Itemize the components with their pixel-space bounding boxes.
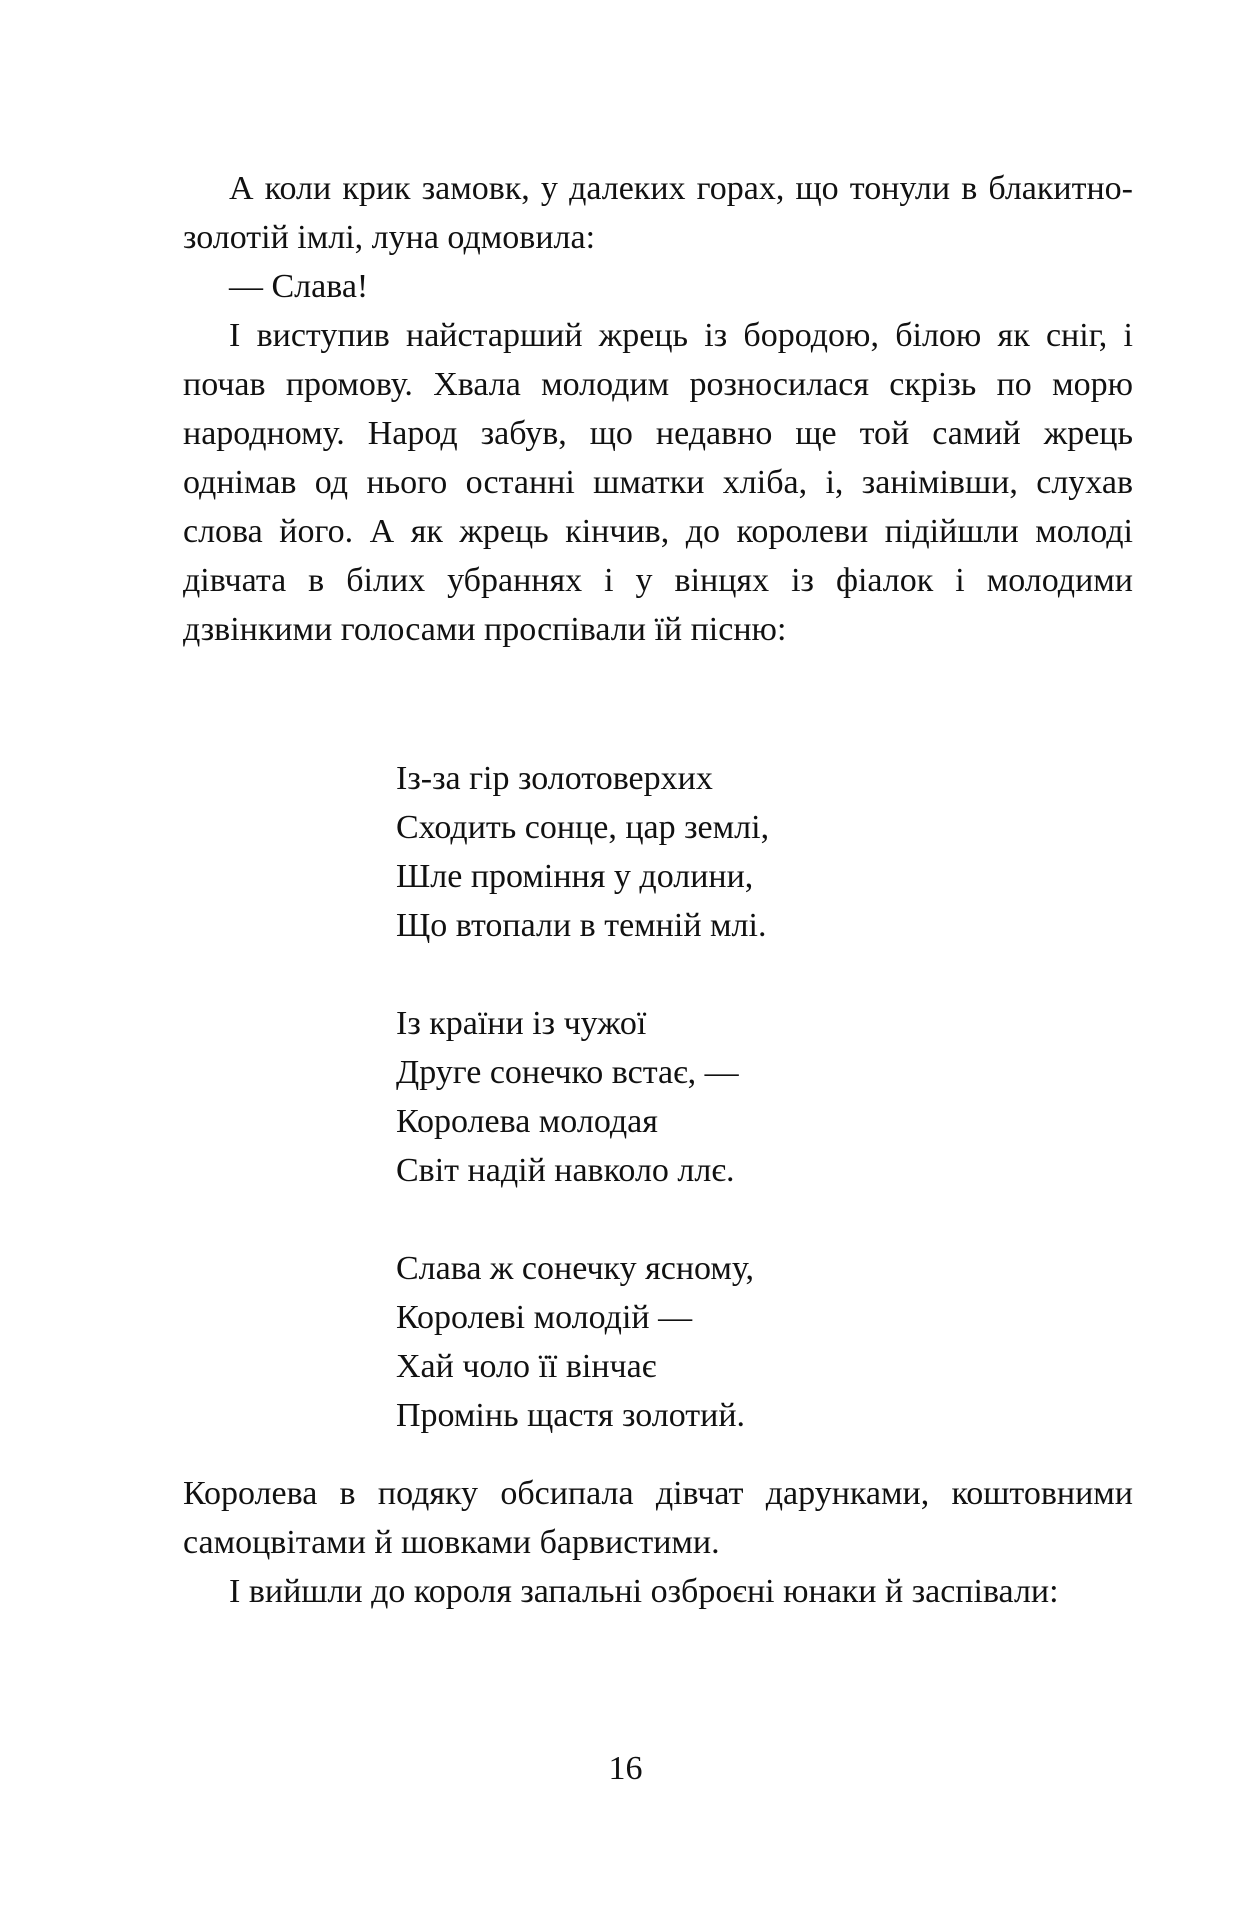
- poem-stanza: [396, 1244, 1096, 1440]
- poem-stanza: [396, 754, 1096, 950]
- paragraph: І вийшли до короля запальні озброєні юнаки й заспівали:: [229, 1573, 1059, 1610]
- paragraph: Королева в подяку обсипала дівчат дарунками, коштовними самоцвітами й шовками барвистими.: [183, 1475, 1133, 1561]
- poem-line: Шле проміння у долини,: [396, 858, 754, 895]
- poem-line: Сходить сонце, цар землі,: [396, 809, 770, 846]
- poem: [396, 754, 1096, 1440]
- poem-line: Слава ж сонечку ясному,: [396, 1250, 754, 1287]
- poem-line: Що втопали в темній млі.: [396, 907, 767, 944]
- poem-stanza: [396, 999, 1096, 1195]
- paragraph: — Слава!: [229, 268, 369, 305]
- poem-line: Із-за гір золотоверхих: [396, 760, 713, 797]
- poem-line: Друге сонечко встає, —: [396, 1054, 739, 1091]
- poem-line: Королеві молодій —: [396, 1299, 693, 1336]
- prose-block-bottom: [183, 1469, 1133, 1616]
- paragraph: І виступив найстарший жрець із бородою, білою як сніг, і почав промову. Хвала молодим розносилася скрізь по морю народному. Народ забув, що недавно ще той самий жрець однімав од нього останні шматки хліба, і, занімівши, слухав слова його. А як жрець кінчив, до королеви підійшли молоді дівчата в білих убраннях і у вінцях із фіалок і молодими дзвінкими голосами проспівали їй пісню:: [183, 317, 1133, 648]
- paragraph: А коли крик замовк, у далеких горах, що тонули в блакитно-золотій імлі, луна одмовила:: [183, 170, 1133, 256]
- poem-line: Королева молодая: [396, 1103, 658, 1140]
- poem-line: Із країни із чужої: [396, 1005, 647, 1042]
- poem-line: Хай чоло її вінчає: [396, 1348, 657, 1385]
- page-number: 16: [608, 1750, 643, 1787]
- prose-block-top: [183, 164, 1133, 654]
- poem-line: Світ надій навколо ллє.: [396, 1152, 735, 1189]
- poem-line: Промінь щастя золотий.: [396, 1397, 746, 1434]
